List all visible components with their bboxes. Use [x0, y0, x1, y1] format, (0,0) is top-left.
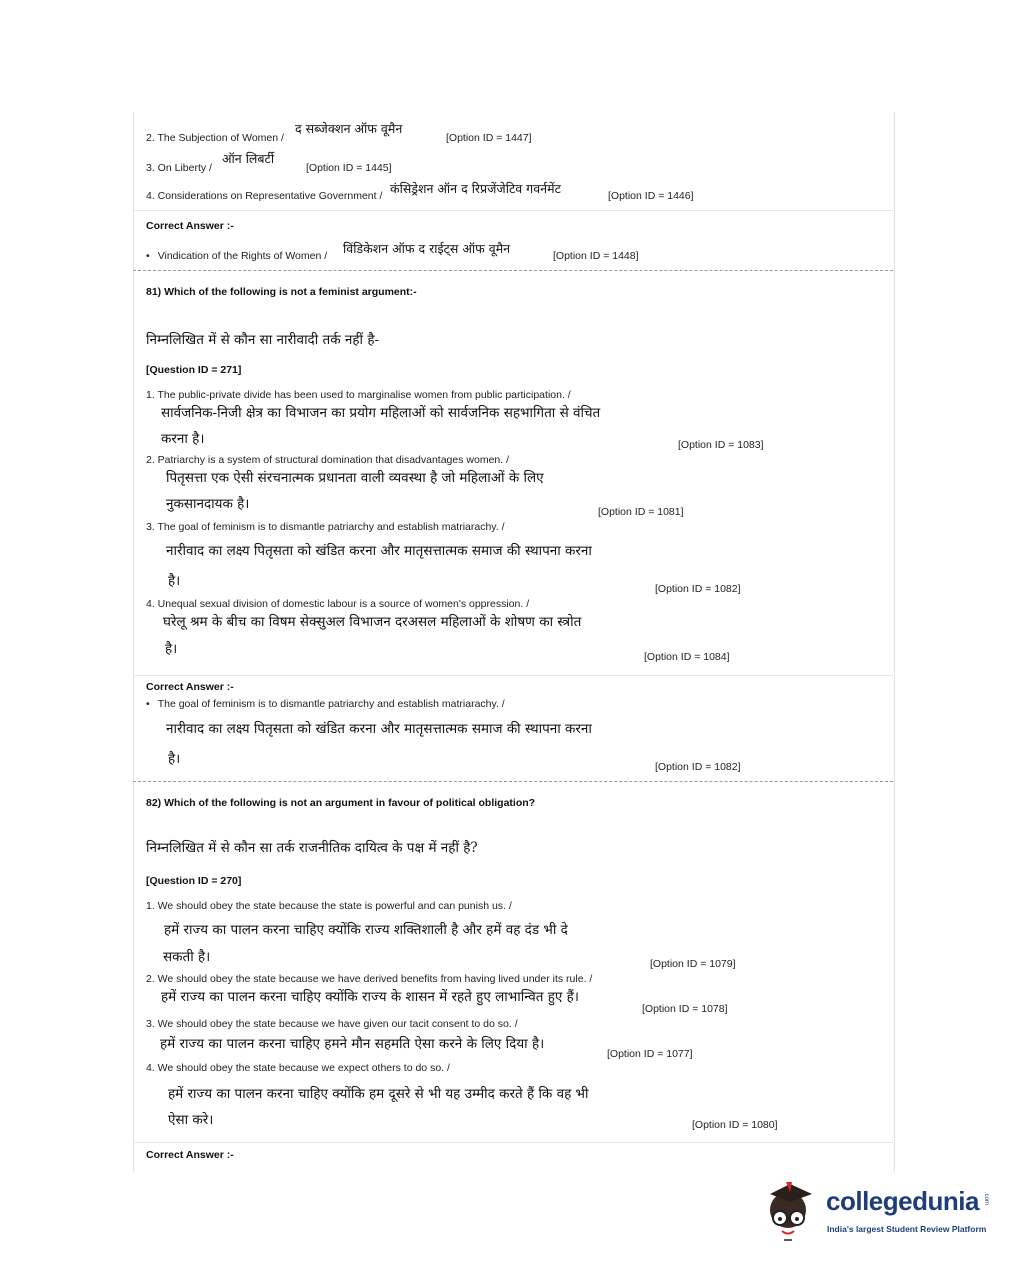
q81-correct-answer-text: • The goal of feminism is to dismantle patriarchy and establish matriarachy. /	[146, 698, 505, 710]
option-3-text: 3. On Liberty /	[146, 162, 212, 174]
question-82-title: 82) Which of the following is not an argument in favour of political obligation?	[146, 797, 536, 809]
question-82-id: [Question ID = 270]	[146, 875, 242, 887]
divider	[133, 675, 893, 676]
q82-option-4-hindi-line1: हमें राज्य का पालन करना चाहिए क्योंकि हम दूसरे से भी यह उम्मीद करते हैं कि वह भी	[168, 1086, 589, 1102]
collegedunia-logo	[766, 1178, 992, 1248]
q81-option-1-hindi-line1: सार्वजनिक-निजी क्षेत्र का विभाजन का प्रयोग महिलाओं को सार्वजनिक सहभागिता से वंचित	[161, 405, 601, 421]
q82-option-1-id: [Option ID = 1079]	[650, 958, 736, 970]
option-2-text: 2. The Subjection of Women /	[146, 132, 284, 144]
q81-option-2-text: 2. Patriarchy is a system of structural domination that disadvantages women. /	[146, 454, 510, 466]
q81-option-3-id: [Option ID = 1082]	[655, 583, 741, 595]
q81-option-2-hindi-line1: पितृसत्ता एक ऐसी संरचनात्मक प्रधानता वाली व्यवस्था है जो महिलाओं के लिए	[166, 470, 544, 486]
q81-option-4-hindi-line1: घरेलू श्रम के बीच का विषम सेक्सुअल विभाजन दरअसल महिलाओं के शोषण का स्त्रोत	[163, 614, 582, 630]
q82-option-2-hindi: हमें राज्य का पालन करना चाहिए क्योंकि राज्य के शासन में रहते हुए लाभान्वित हुए हैं।	[161, 989, 579, 1005]
correct-answer-hindi: विंडिकेशन ऑफ द राईट्स ऑफ वूमैन	[343, 241, 511, 256]
q81-correct-answer-hindi-line2: है।	[168, 751, 181, 767]
logo-com: .com	[983, 1192, 989, 1206]
question-81-hindi: निम्नलिखित में से कौन सा नारीवादी तर्क नहीं है-	[146, 332, 380, 348]
q81-correct-answer-hindi-line1: नारीवाद का लक्ष्य पितृसता को खंडित करना और मातृसत्तात्मक समाज की स्थापना करना	[166, 721, 592, 737]
q81-correct-answer-label: Correct Answer :-	[146, 681, 234, 693]
option-2-id: [Option ID = 1447]	[446, 132, 532, 144]
q81-correct-answer-id: [Option ID = 1082]	[655, 761, 741, 773]
q82-option-1-hindi-line2: सकती है।	[163, 949, 211, 965]
q82-option-3-hindi: हमें राज्य का पालन करना चाहिए हमने मौन सहमति ऐसा करने के लिए दिया है।	[160, 1036, 545, 1052]
option-2-hindi: द सब्जेक्शन ऑफ वूमैन	[295, 121, 403, 136]
question-paper-frame	[133, 112, 895, 1172]
mascot-icon	[766, 1178, 824, 1246]
q81-option-2-hindi-line2: नुकसानदायक है।	[166, 496, 250, 512]
option-3-hindi: ऑन लिबर्टी	[222, 151, 275, 166]
q82-option-1-hindi-line1: हमें राज्य का पालन करना चाहिए क्योंकि राज्य शक्तिशाली है और हमें वह दंड भी दे	[164, 922, 568, 938]
logo-wordmark: collegedunia	[826, 1186, 979, 1216]
q81-option-2-id: [Option ID = 1081]	[598, 506, 684, 518]
option-4-text: 4. Considerations on Representative Government /	[146, 190, 383, 202]
correct-answer-label: Correct Answer :-	[146, 220, 234, 232]
q81-option-4-hindi-line2: है।	[165, 641, 178, 657]
question-separator	[133, 781, 893, 782]
q82-option-2-text: 2. We should obey the state because we have derived benefits from having lived under its rule. /	[146, 973, 593, 985]
q81-option-3-text: 3. The goal of feminism is to dismantle patriarchy and establish matriarachy. /	[146, 521, 505, 533]
question-separator	[133, 270, 893, 271]
option-4-id: [Option ID = 1446]	[608, 190, 694, 202]
q81-option-3-hindi-line1: नारीवाद का लक्ष्य पितृसता को खंडित करना और मातृसत्तात्मक समाज की स्थापना करना	[166, 543, 592, 559]
correct-answer-text: • Vindication of the Rights of Women /	[146, 250, 327, 262]
q82-option-4-id: [Option ID = 1080]	[692, 1119, 778, 1131]
option-4-hindi: कंसिड्रेशन ऑन द रिप्रजेंजेटिव गवर्नमेंट	[390, 181, 561, 196]
divider	[133, 210, 893, 211]
q82-option-3-id: [Option ID = 1077]	[607, 1048, 693, 1060]
q81-option-3-hindi-line2: है।	[168, 573, 181, 589]
q82-option-1-text: 1. We should obey the state because the state is powerful and can punish us. /	[146, 900, 512, 912]
q81-option-4-text: 4. Unequal sexual division of domestic labour is a source of women's oppression. /	[146, 598, 530, 610]
q81-option-1-text: 1. The public-private divide has been used to marginalise women from public participation. /	[146, 389, 571, 401]
logo-tagline: India's largest Student Review Platform	[827, 1224, 987, 1234]
divider	[133, 1142, 893, 1143]
q82-option-3-text: 3. We should obey the state because we have given our tacit consent to do so. /	[146, 1018, 518, 1030]
correct-answer-id: [Option ID = 1448]	[553, 250, 639, 262]
question-81-title: 81) Which of the following is not a feminist argument:-	[146, 286, 417, 298]
question-82-hindi: निम्नलिखित में से कौन सा तर्क राजनीतिक दायित्व के पक्ष में नहीं है?	[146, 840, 478, 856]
option-3-id: [Option ID = 1445]	[306, 162, 392, 174]
q81-option-1-id: [Option ID = 1083]	[678, 439, 764, 451]
q82-option-4-hindi-line2: ऐसा करे।	[168, 1112, 214, 1128]
q81-option-1-hindi-line2: करना है।	[161, 431, 205, 447]
q82-option-4-text: 4. We should obey the state because we expect others to do so. /	[146, 1062, 450, 1074]
question-81-id: [Question ID = 271]	[146, 364, 242, 376]
q82-option-2-id: [Option ID = 1078]	[642, 1003, 728, 1015]
q81-option-4-id: [Option ID = 1084]	[644, 651, 730, 663]
q82-correct-answer-label: Correct Answer :-	[146, 1149, 234, 1161]
